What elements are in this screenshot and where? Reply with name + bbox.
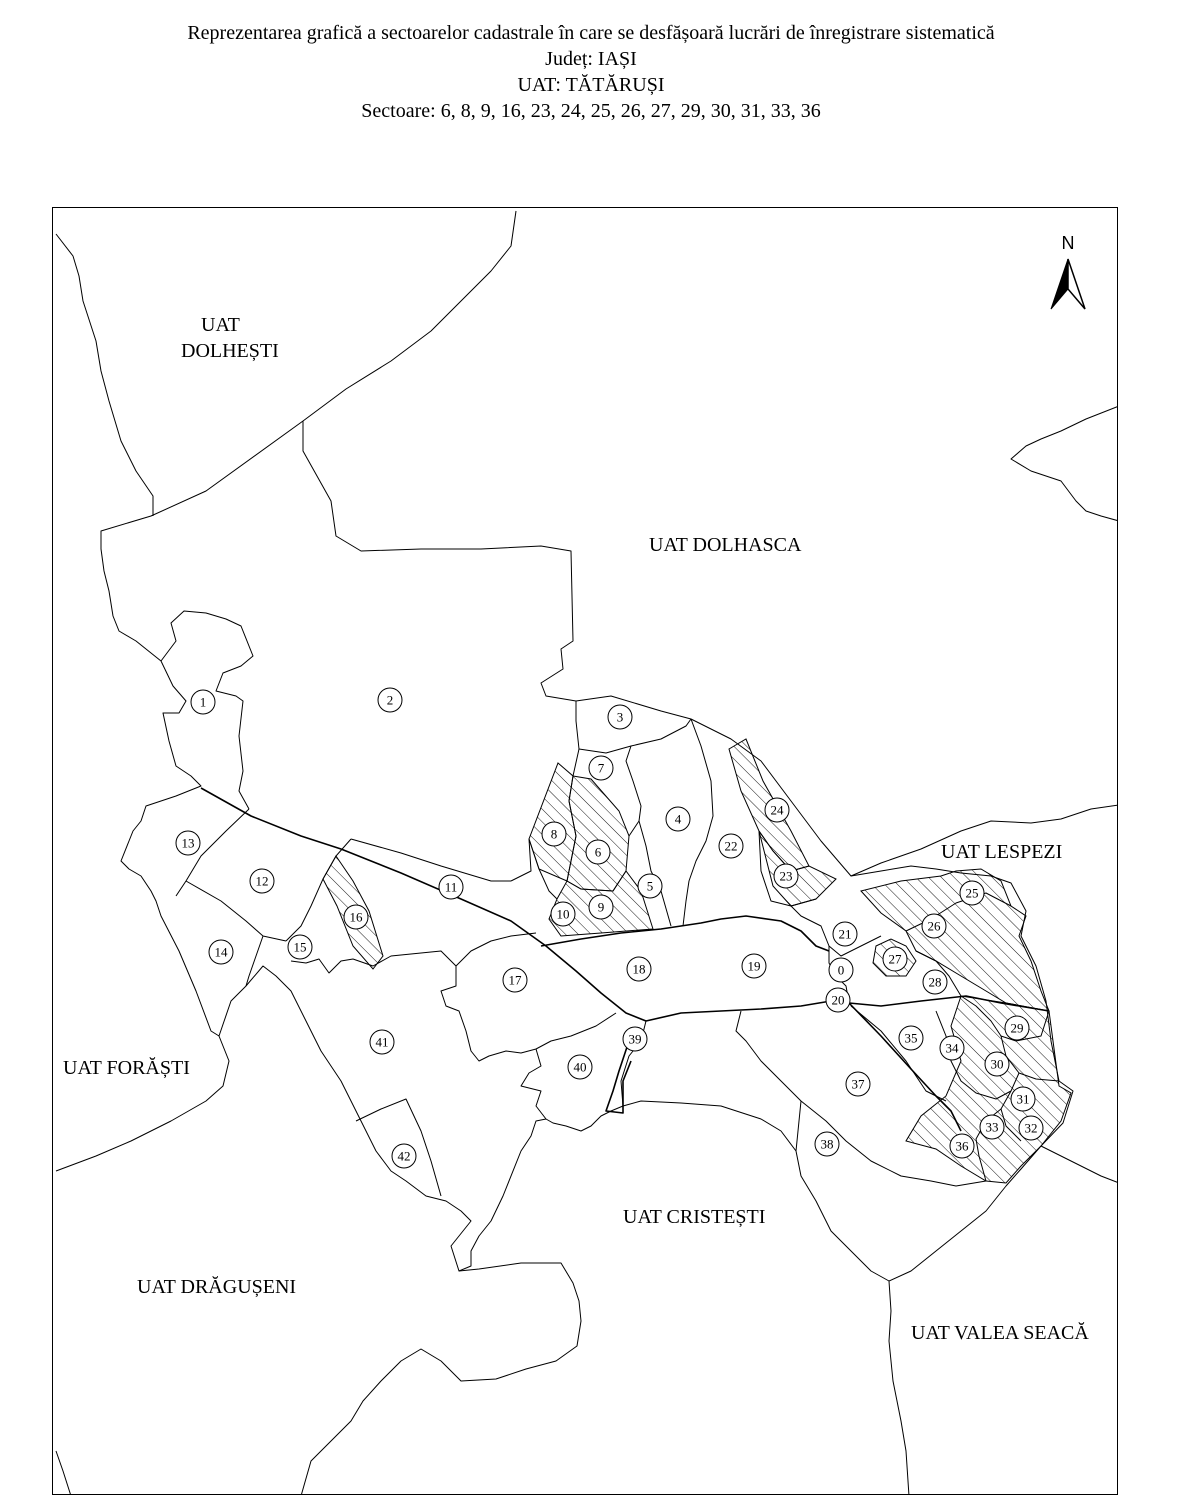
sector-number-label: 36: [955, 1138, 969, 1154]
sector-number-label: 9: [597, 899, 605, 915]
uat-label: UAT: TĂTĂRUȘI: [517, 74, 665, 96]
sector-marker-18: [627, 957, 651, 981]
sector-marker-14: [209, 940, 233, 964]
sector-marker-15: [288, 935, 312, 959]
sector-number-label: 18: [632, 961, 646, 977]
sector-15-41-boundary: [291, 951, 616, 1061]
sector-number-label: 10: [556, 906, 570, 922]
sector-marker-8: [542, 822, 566, 846]
sector-marker-41: [370, 1030, 394, 1054]
sector-number-label: 12: [255, 873, 269, 889]
north-arrow-icon: [1051, 233, 1085, 309]
sector-number-label: 32: [1024, 1120, 1038, 1136]
sector-number-label: 41: [375, 1034, 389, 1050]
map-title: Reprezentarea grafică a sectoarelor cadastrale în care se desfășoară lucrări de înregistrare sistematică: [187, 22, 995, 44]
sector-marker-28: [923, 970, 947, 994]
sector-11-boundary: [351, 839, 511, 881]
sector-number-label: 16: [349, 909, 363, 925]
sector-number-label: 11: [444, 879, 458, 895]
sector-number-label: 31: [1016, 1091, 1030, 1107]
sector-marker-9: [589, 895, 613, 919]
sector-marker-38: [815, 1132, 839, 1156]
sector-marker-29: [1005, 1016, 1029, 1040]
map-title-block: [0, 20, 1182, 124]
sector-number-label: 19: [747, 958, 761, 974]
sector-number-label: 29: [1010, 1020, 1024, 1036]
sector-number-label: 30: [990, 1056, 1004, 1072]
sector-marker-40: [568, 1055, 592, 1079]
sector-number-label: 1: [199, 694, 207, 710]
sector-marker-2: [378, 688, 402, 712]
sector-number-label: 4: [674, 811, 682, 827]
sector-number-label: 39: [628, 1031, 642, 1047]
sector-number-label: 24: [770, 802, 784, 818]
sector-number-label: 13: [181, 835, 195, 851]
sector-marker-4: [666, 807, 690, 831]
uat-cristesti-label: UAT CRISTEȘTI: [623, 1206, 766, 1228]
sector-number-label: 6: [594, 844, 602, 860]
sector-marker-20: [826, 988, 850, 1012]
sector-number-label: 5: [646, 878, 654, 894]
boundary-valeaseaca-east: [1041, 1146, 1118, 1183]
sector-marker-10: [551, 902, 575, 926]
north-label: N: [1061, 233, 1075, 253]
sector-marker-36: [950, 1134, 974, 1158]
cadastral-map: [53, 208, 1118, 1495]
sector-marker-16: [344, 905, 368, 929]
sector-marker-17: [503, 968, 527, 992]
sector-3-boundary: [573, 701, 579, 776]
sector-marker-6: [586, 840, 610, 864]
sector-number-label: 15: [293, 939, 307, 955]
boundary-dolhesti-dolhasca: [303, 211, 516, 421]
sector-marker-3: [608, 705, 632, 729]
sector-number-label: 34: [945, 1040, 959, 1056]
sector-38-boundary: [796, 1101, 801, 1151]
sector-3-4-boundary: [579, 719, 691, 753]
sector-number-label: 37: [851, 1076, 865, 1092]
sector-marker-19: [742, 954, 766, 978]
sector-marker-37: [846, 1072, 870, 1096]
sector-number-label: 35: [904, 1030, 918, 1046]
boundary-dolhesti-west: [56, 234, 153, 516]
boundary-cristesti-valeaseaca: [889, 1281, 909, 1495]
sector-marker-26: [922, 914, 946, 938]
sector-marker-21: [833, 922, 857, 946]
sector-marker-7: [589, 756, 613, 780]
sectors-list: Sectoare: 6, 8, 9, 16, 23, 24, 25, 26, 27, 29, 30, 31, 33, 36: [361, 100, 821, 122]
sector-number-label: 28: [928, 974, 942, 990]
sector-marker-0: [829, 958, 853, 982]
uat-lespezi-label: UAT LESPEZI: [941, 841, 1063, 863]
sector-marker-12: [250, 869, 274, 893]
sector-12-14-boundary: [186, 881, 286, 941]
sector-marker-32: [1019, 1116, 1043, 1140]
sector-marker-39: [623, 1027, 647, 1051]
sector-marker-23: [774, 864, 798, 888]
sector-number-label: 20: [831, 992, 845, 1008]
sector-marker-13: [176, 831, 200, 855]
north-arrow-left-half: [1051, 259, 1068, 309]
boundary-draguseni-cristesti: [301, 1263, 581, 1495]
sector-marker-11: [439, 875, 463, 899]
hatched-sectors: [323, 739, 1071, 1183]
sector-marker-42: [392, 1144, 416, 1168]
sector-number-label: 3: [616, 709, 624, 725]
sector-marker-5: [638, 874, 662, 898]
sector-marker-1: [191, 690, 215, 714]
sector-marker-27: [883, 947, 907, 971]
sector-14-15-boundary: [246, 936, 263, 986]
sector-number-label: 25: [965, 885, 979, 901]
sector-number-label: 40: [573, 1059, 587, 1075]
sector-number-label: 42: [397, 1148, 411, 1164]
county-label: Județ: IAȘI: [545, 48, 637, 70]
sector-number-label: 7: [597, 760, 605, 776]
sector-7-boundary: [626, 746, 641, 836]
sector-40-boundary: [521, 1049, 546, 1119]
uat-dolhesti-label-1: UAT: [201, 314, 240, 336]
sector-number-label: 27: [888, 951, 902, 967]
uat-dolhesti-label-2: DOLHEȘTI: [181, 340, 279, 362]
sector-marker-34: [940, 1036, 964, 1060]
sector-number-label: 33: [985, 1119, 999, 1135]
north-arrow-right-half: [1068, 259, 1085, 309]
uat-draguseni-label: UAT DRĂGUȘENI: [137, 1276, 297, 1298]
boundary-dolhasca-east: [1011, 406, 1118, 521]
sector-number-label: 21: [838, 926, 852, 942]
boundary-draguseni-south: [56, 1451, 71, 1495]
sector-number-label: 17: [508, 972, 522, 988]
map-frame: [52, 207, 1118, 1495]
sector-marker-24: [765, 798, 789, 822]
sector-17-boundary: [456, 933, 536, 966]
uat-dolhasca-label: UAT DOLHASCA: [649, 534, 802, 556]
sector-marker-25: [960, 881, 984, 905]
uat-forasti-label: UAT FORĂȘTI: [63, 1057, 190, 1079]
sector-number-label: 8: [550, 826, 558, 842]
sector-number-label: 26: [927, 918, 941, 934]
sector-number-label: 23: [779, 868, 793, 884]
sector-number-label: 14: [214, 944, 228, 960]
sector-marker-35: [899, 1026, 923, 1050]
sector-marker-22: [719, 834, 743, 858]
sector-6-area: [567, 776, 629, 891]
sector-number-label: 2: [386, 692, 394, 708]
sector-marker-30: [985, 1052, 1009, 1076]
sector-marker-31: [1011, 1087, 1035, 1111]
sector-number-label: 0: [837, 962, 845, 978]
sector-number-label: 38: [820, 1136, 834, 1152]
sector-marker-33: [980, 1115, 1004, 1139]
uat-valeaseaca-label: UAT VALEA SEACĂ: [911, 1322, 1089, 1344]
road-39-south: [606, 1041, 631, 1113]
sector-number-label: 22: [724, 838, 738, 854]
